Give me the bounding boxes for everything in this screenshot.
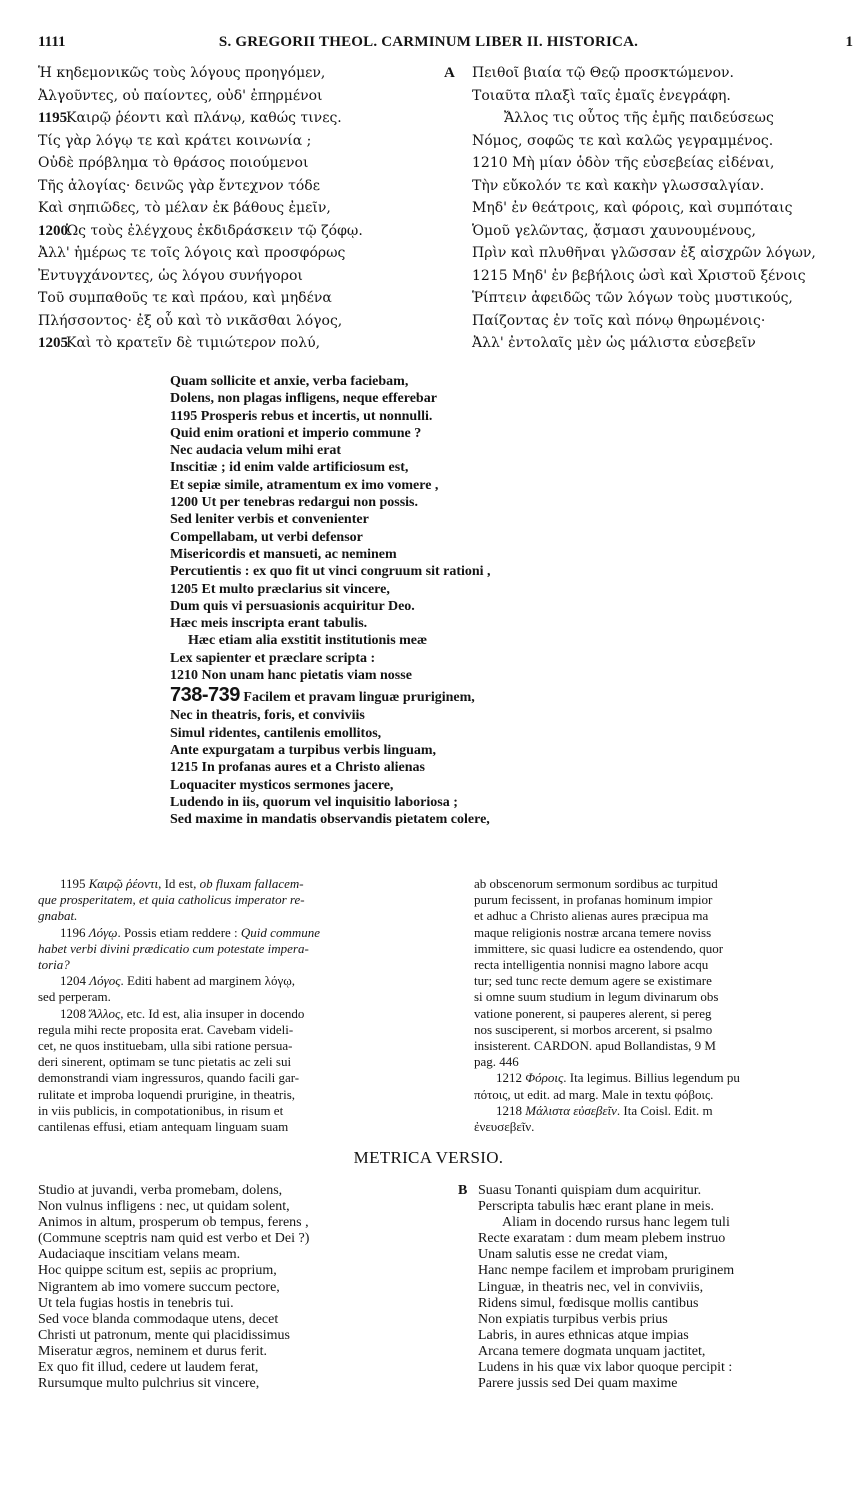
latin-line [170, 390, 690, 407]
greek-line [444, 107, 857, 130]
note-line [474, 1070, 857, 1086]
note-lemma: Φόροις [525, 1070, 564, 1086]
greek-text-right-column [444, 62, 857, 355]
metrica-verse: Animos in altum, prosperum ob tempus, ferens , [38, 1215, 309, 1231]
latin-verse: Lex sapienter et præclare scripta : [170, 650, 376, 666]
latin-verse: Percutientis : ex quo fit ut vinci congruum sit rationi , [170, 564, 491, 580]
note-line [474, 1038, 857, 1054]
note-text: regula mihi recte proposita erat. Cavebam videli- [38, 1021, 294, 1037]
greek-line [38, 85, 440, 108]
note-text: si omne suum studium in legum divinarum obs [474, 989, 719, 1005]
greek-line [38, 197, 440, 220]
greek-line [38, 62, 440, 85]
metrica-line [458, 1215, 857, 1231]
note-line [474, 1022, 857, 1038]
greek-verse: Ῥίπτειν ἀφειδῶς τῶν λόγων τοὺς μυστικούς, [472, 290, 793, 306]
note-line [474, 957, 857, 973]
greek-verse: Ὁμοῦ γελῶντας, ᾄσμασι χαυνουμένους, [472, 222, 756, 239]
note-text: deri sinerent, optimam se tunc pietatis ac zeli sui [38, 1054, 292, 1070]
greek-line [38, 310, 440, 333]
metrica-line [458, 1231, 857, 1247]
metrica-line [458, 1296, 857, 1312]
metrica-verse: Ridens simul, fœdisque mollis cantibus [478, 1295, 699, 1311]
greek-verse: Οὐδὲ πρόβλημα τὸ θράσος ποιούμενοι [38, 155, 309, 171]
latin-verse: Misericordis et mansueti, ac neminem [170, 546, 397, 562]
greek-verse: Νόμος, σοφῶς τε καὶ καλῶς γεγραμμένος. [472, 132, 774, 149]
greek-line [444, 85, 857, 108]
greek-line [38, 287, 440, 310]
latin-line [170, 794, 690, 811]
metrica-verse: Audaciaque inscitiam velans meam. [38, 1247, 241, 1263]
latin-verse: Sed leniter verbis et convenienter [170, 512, 369, 528]
greek-verse: Πλήσσοντος· ἐξ οὗ καὶ τὸ νικᾶσθαι λόγος, [38, 312, 343, 329]
metrica-verse: Non vulnus infligens : nec, ut quidam solent, [38, 1199, 290, 1215]
metrica-line [458, 1360, 857, 1376]
note-line [474, 892, 857, 908]
metrica-verse: Non expiatis turpibus verbis prius [478, 1311, 668, 1327]
latin-verse: Dolens, non plagas infligens, neque efferebar [170, 391, 437, 407]
latin-translation [170, 373, 690, 828]
note-italic: que prosperitatem, et quia catholicus imperator re- [38, 892, 305, 908]
note-text: in viis publicis, in compotationibus, in risum et [38, 1102, 284, 1118]
latin-verse: Nec in theatris, foris, et conviviis [170, 708, 365, 724]
metrica-line [458, 1280, 857, 1296]
note-italic: ob fluxam fallacem- [199, 876, 304, 891]
note-lemma: Ἄλλος [89, 1005, 121, 1021]
greek-verse: Παίζοντας ἐν τοῖς καὶ πόνῳ θηρωμένοις· [472, 312, 766, 329]
greek-verse: Ἐντυγχάνοντες, ὡς λόγου συνήγοροι [38, 267, 303, 284]
metrica-verse: Nigrantem ab imo vomere succum pectore, [38, 1279, 280, 1295]
latin-verse: Ludendo in iis, quorum vel inquisitio laboriosa ; [170, 794, 458, 810]
metrica-line [458, 1344, 857, 1360]
greek-verse: Τίς γὰρ λόγῳ τε καὶ κράτει κοινωνία ; [38, 132, 312, 149]
note-text: et adhuc a Christo alienas aures præcipua ma [474, 908, 709, 924]
greek-line [444, 242, 857, 265]
greek-line [38, 152, 440, 175]
note-line [38, 1103, 456, 1119]
note-line [38, 1022, 456, 1038]
note-line [38, 1119, 456, 1135]
latin-line [170, 581, 690, 598]
note-text: immittere, sic quasi ludicre ea ostendendo, quor [474, 940, 724, 956]
metrica-verse: Miseratur ægros, neminem et durus ferit. [38, 1343, 268, 1359]
greek-text-left-column [38, 62, 440, 355]
note-text: . Ita Coisl. Edit. m [616, 1102, 713, 1118]
latin-line [170, 632, 690, 649]
note-text: , etc. Id est, alia insuper in docendo [120, 1005, 305, 1021]
latin-verse: 1200 Ut per tenebras redargui non possis. [170, 495, 419, 511]
note-text: nos susciperent, si morbos arcerent, si psalmo [474, 1021, 713, 1037]
metrica-verse: Ut tela fugias hostis in tenebris tui. [38, 1295, 234, 1311]
metrica-verse: Labris, in aures ethnicas atque impias [478, 1327, 689, 1343]
greek-line [38, 107, 440, 130]
greek-line [444, 130, 857, 153]
greek-verse: Ἀλγοῦντες, οὐ παίοντες, οὐδ' ἐπηρμένοι [38, 87, 323, 104]
note-text: , Id est, [158, 876, 200, 891]
greek-verse: Ἡ κηδεμονικῶς τοὺς λόγους προηγόμεν, [38, 65, 326, 81]
greek-line [38, 265, 440, 288]
note-line [38, 1054, 456, 1070]
latin-line [170, 529, 690, 546]
greek-verse: Ὡς τοὺς ἐλέγχους ἐκδιδράσκειν τῷ ζόφῳ. [66, 222, 363, 239]
latin-line [170, 759, 690, 776]
running-title: S. GREGORII THEOL. CARMINUM LIBER II. HISTORICA. [218, 34, 639, 50]
greek-line [38, 130, 440, 153]
metrica-verse: Arcana temere dogmata unquam jactitet, [478, 1343, 706, 1359]
greek-verse: Πρὶν καὶ πλυθῆναι γλῶσσαν ἐξ αἰσχρῶν λόγων, [472, 245, 816, 261]
latin-verse: Sed maxime in mandatis observandis pietatem colere, [170, 812, 490, 828]
note-text: . Ita legimus. Billius legendum pu [563, 1070, 740, 1086]
latin-line [170, 477, 690, 494]
notes-left-column [38, 876, 456, 1135]
greek-verse: Μηδ' ἐν θεάτροις, καὶ φόροις, καὶ συμπόταις [472, 200, 793, 216]
greek-line [38, 242, 440, 265]
latin-line [170, 811, 690, 828]
note-line [38, 925, 456, 941]
note-text: πότοις, ut edit. ad marg. Male in textu φόβοις. [474, 1086, 714, 1102]
latin-verse: 1215 In profanas aures et a Christo alienas [170, 760, 426, 776]
latin-line [170, 494, 690, 511]
note-verse-ref: 1218 [496, 1102, 526, 1118]
note-text: cantilenas effusi, etiam antequam linguam suam [38, 1119, 289, 1135]
note-text: purum fecissent, in profanas hominum impior [474, 892, 713, 908]
note-lemma: Καιρῷ ῥέοντι [88, 876, 159, 891]
metrica-line [458, 1376, 857, 1392]
metrica-verse: Sed voce blanda commodaque utens, decet [38, 1311, 279, 1327]
metrica-verse: Linguæ, in theatris nec, vel in conviviis, [478, 1279, 704, 1295]
note-italic: Quid commune [240, 924, 320, 940]
column-number-marker: 738-739 [170, 684, 240, 707]
latin-verse: Compellabam, ut verbi defensor [170, 529, 363, 545]
latin-line [170, 425, 690, 442]
note-line [38, 876, 456, 892]
greek-line [38, 175, 440, 198]
metrica-verse: Rursumque multo pulchrius sit vincere, [38, 1376, 260, 1392]
note-text: insisterent. CARDON. apud Bollandistas, 9 M [474, 1038, 716, 1054]
section-marker: B [458, 1183, 468, 1198]
latin-verse: Facilem et pravam linguæ pruriginem, [243, 690, 475, 706]
greek-line [444, 287, 857, 310]
latin-verse: 1205 Et multo præclarius sit vincere, [170, 581, 390, 597]
latin-verse: 1195 Prosperis rebus et incertis, ut nonnulli. [170, 408, 433, 424]
note-text: pag. 446 [474, 1054, 519, 1070]
greek-line [444, 310, 857, 333]
note-line [38, 957, 456, 973]
note-verse-ref: 1204 [60, 973, 90, 989]
note-lemma: Μάλιστα εὐσεβεῖν [525, 1102, 617, 1118]
latin-line [170, 373, 690, 390]
latin-verse: Simul ridentes, cantilenis emollitos, [170, 725, 382, 741]
metrica-verse: Hoc quippe scitum est, sepiis ac proprium, [38, 1263, 277, 1279]
line-number: 1195 [38, 110, 68, 126]
metrica-line [458, 1199, 857, 1215]
header-right-fragment: 1 [845, 34, 853, 50]
note-line [474, 1103, 857, 1119]
note-line [38, 1006, 456, 1022]
note-line [38, 1070, 456, 1086]
line-number: 1200 [38, 222, 68, 239]
metrica-versio-heading: METRICA VERSIO. [353, 1148, 504, 1167]
latin-verse: Hæc etiam alia exstitit institutionis meæ [188, 633, 428, 649]
latin-line [170, 707, 690, 724]
latin-line [170, 459, 690, 476]
metrica-line [458, 1183, 857, 1199]
note-verse-ref: 1195 [60, 876, 89, 891]
note-line [38, 989, 456, 1005]
greek-verse: Ἀλλ' ἐντολαῖς μὲν ὡς μάλιστα εὐσεβεῖν [472, 335, 756, 351]
note-line [38, 908, 456, 924]
greek-verse: Τοιαῦτα πλαξὶ ταῖς ἐμαῖς ἐνεγράφη. [472, 87, 731, 104]
latin-verse: Nec audacia velum mihi erat [170, 443, 342, 459]
note-line [38, 892, 456, 908]
section-marker: A [444, 65, 455, 81]
note-line [474, 941, 857, 957]
note-verse-ref: 1208 [60, 1005, 90, 1021]
metrica-line [458, 1328, 857, 1344]
metrica-line [458, 1263, 857, 1279]
greek-verse: Καιρῷ ῥέοντι καὶ πλάνῳ, καθώς τινες. [66, 110, 342, 126]
latin-line [170, 742, 690, 759]
greek-line [444, 152, 857, 175]
greek-line [444, 62, 857, 85]
metrica-verse: Unam salutis esse ne credat viam, [478, 1247, 668, 1263]
page-number: 1111 [38, 34, 66, 50]
note-text: . Editi habent ad marginem λόγῳ, [120, 973, 296, 989]
note-text: tur; sed tunc recte demum agere se existimare [474, 973, 712, 989]
latin-verse: Hæc meis inscripta erant tabulis. [170, 616, 368, 632]
metrica-verse: Ludens in his quæ vix labor quoque percipit : [478, 1360, 733, 1376]
note-line [474, 1119, 857, 1135]
latin-line [170, 563, 690, 580]
note-text: cet, ne quos instituebam, ulla sibi ratione persua- [38, 1038, 293, 1054]
greek-verse: Καὶ τὸ κρατεῖν δὲ τιμιώτερον πολύ, [66, 335, 321, 351]
note-line [474, 876, 857, 892]
metrica-verse: Recte exaratam : dum meam plebem instruo [478, 1231, 726, 1247]
note-italic: gnabat. [38, 908, 78, 924]
note-line [474, 973, 857, 989]
note-line [474, 989, 857, 1005]
latin-line [170, 408, 690, 425]
latin-verse: Et sepiæ simile, atramentum ex imo vomere , [170, 477, 439, 493]
note-text: . Possis etiam reddere : [117, 924, 241, 940]
latin-line [170, 442, 690, 459]
metrica-verse: Perscripta tabulis hæc erant plane in meis. [478, 1199, 714, 1215]
latin-line [170, 546, 690, 563]
latin-verse: Quam sollicite et anxie, verba faciebam, [170, 374, 409, 389]
note-text: vatione ponerent, si pauperes alerent, si pereg [474, 1005, 712, 1021]
note-line [38, 973, 456, 989]
note-verse-ref: 1196 [60, 924, 89, 940]
note-text: recta intelligentia nonnisi magno labore acqu [474, 957, 709, 973]
metrica-right-column [458, 1183, 857, 1392]
greek-line [38, 220, 440, 243]
greek-verse: Πειθοῖ βιαία τῷ Θεῷ προσκτώμενον. [472, 65, 734, 81]
latin-verse: Loquaciter mysticos sermones jacere, [170, 777, 394, 793]
greek-line [444, 197, 857, 220]
metrica-line [458, 1312, 857, 1328]
latin-verse: Quid enim orationi et imperio commune ? [170, 425, 422, 441]
note-line [38, 1038, 456, 1054]
greek-verse: Καὶ σηπιῶδες, τὸ μέλαν ἐκ βάθους ἐμεῖν, [38, 200, 331, 216]
greek-verse: Τοῦ συμπαθοῦς τε καὶ πράου, καὶ μηδένα [38, 290, 332, 306]
note-line [474, 1006, 857, 1022]
note-text: demonstrandi viam ingressuros, quando facili gar- [38, 1070, 300, 1086]
latin-verse: Dum quis vi persuasionis acquiritur Deo. [170, 598, 415, 614]
note-line [38, 1087, 456, 1103]
greek-verse: 1210 Μὴ μίαν ὁδὸν τῆς εὐσεβείας εἰδέναι, [472, 155, 775, 171]
note-text: ἐνευσεβεῖν. [474, 1119, 535, 1135]
metrica-left-column [38, 1183, 454, 1392]
greek-verse: Τὴν εὔκολόν τε καὶ κακὴν γλωσσαλγίαν. [472, 177, 765, 194]
running-header [0, 34, 857, 56]
note-italic: habet verbi divini prædicatio cum potestate impera- [38, 940, 309, 956]
latin-line [170, 598, 690, 615]
line-number: 1205 [38, 335, 68, 351]
metrica-verse: Suasu Tonanti quispiam dum acquiritur. [478, 1183, 702, 1198]
latin-line [170, 725, 690, 742]
latin-line [170, 650, 690, 667]
note-verse-ref: 1212 [496, 1070, 526, 1086]
latin-line [170, 511, 690, 528]
note-line [38, 941, 456, 957]
greek-verse: Ἀλλ' ἡμέρως τε τοῖς λόγοις καὶ προσφόρως [38, 245, 346, 261]
note-text: sed perperam. [38, 989, 111, 1005]
latin-line [170, 777, 690, 794]
metrica-verse: Christi ut patronum, mente qui placidissimus [38, 1327, 290, 1343]
note-lemma: Λόγος [89, 973, 121, 989]
latin-line [170, 667, 690, 684]
note-line [474, 925, 857, 941]
greek-line [444, 175, 857, 198]
metrica-verse: Studio at juvandi, verba promebam, dolens, [38, 1183, 283, 1198]
latin-line [170, 684, 690, 707]
greek-line [444, 220, 857, 243]
metrica-line [458, 1247, 857, 1263]
metrica-verse: (Commune sceptris nam quid est verbo et Dei ?) [38, 1231, 310, 1247]
note-lemma: Λόγῳ [88, 924, 118, 940]
note-text: rulitate et improba loquendi prurigine, in theatris, [38, 1086, 296, 1102]
note-line [474, 908, 857, 924]
metrica-verse: Hanc nempe facilem et improbam pruriginem [478, 1263, 735, 1279]
latin-verse: Inscitiæ ; id enim valde artificiosum est, [170, 460, 409, 476]
note-text: maque religionis nostræ arcana temere noviss [474, 924, 712, 940]
latin-line [170, 615, 690, 632]
greek-verse: Ἄλλος τις οὗτος τῆς ἐμῆς παιδεύσεως [504, 110, 774, 126]
note-text: ab obscenorum sermonum sordibus ac turpitud [474, 876, 718, 891]
greek-verse: 1215 Μηδ' ἐν βεβήλοις ὠσὶ καὶ Χριστοῦ ξένοις [472, 267, 806, 284]
note-line [474, 1054, 857, 1070]
note-italic: toria? [38, 957, 70, 973]
metrica-verse: Parere jussis sed Dei quam maxime [478, 1376, 678, 1392]
greek-line [38, 332, 440, 355]
latin-verse: 1210 Non unam hanc pietatis viam nosse [170, 668, 412, 684]
notes-right-column [474, 876, 857, 1135]
metrica-verse: Ex quo fit illud, cedere ut laudem ferat, [38, 1360, 259, 1376]
latin-verse: Ante expurgatam a turpibus verbis linguam, [170, 742, 437, 758]
greek-line [444, 265, 857, 288]
note-line [474, 1087, 857, 1103]
greek-verse: Τῆς ἀλογίας· δεινῶς γὰρ ἔντεχνον τόδε [38, 177, 320, 194]
greek-line [444, 332, 857, 355]
metrica-verse: Aliam in docendo rursus hanc legem tuli [502, 1215, 730, 1231]
